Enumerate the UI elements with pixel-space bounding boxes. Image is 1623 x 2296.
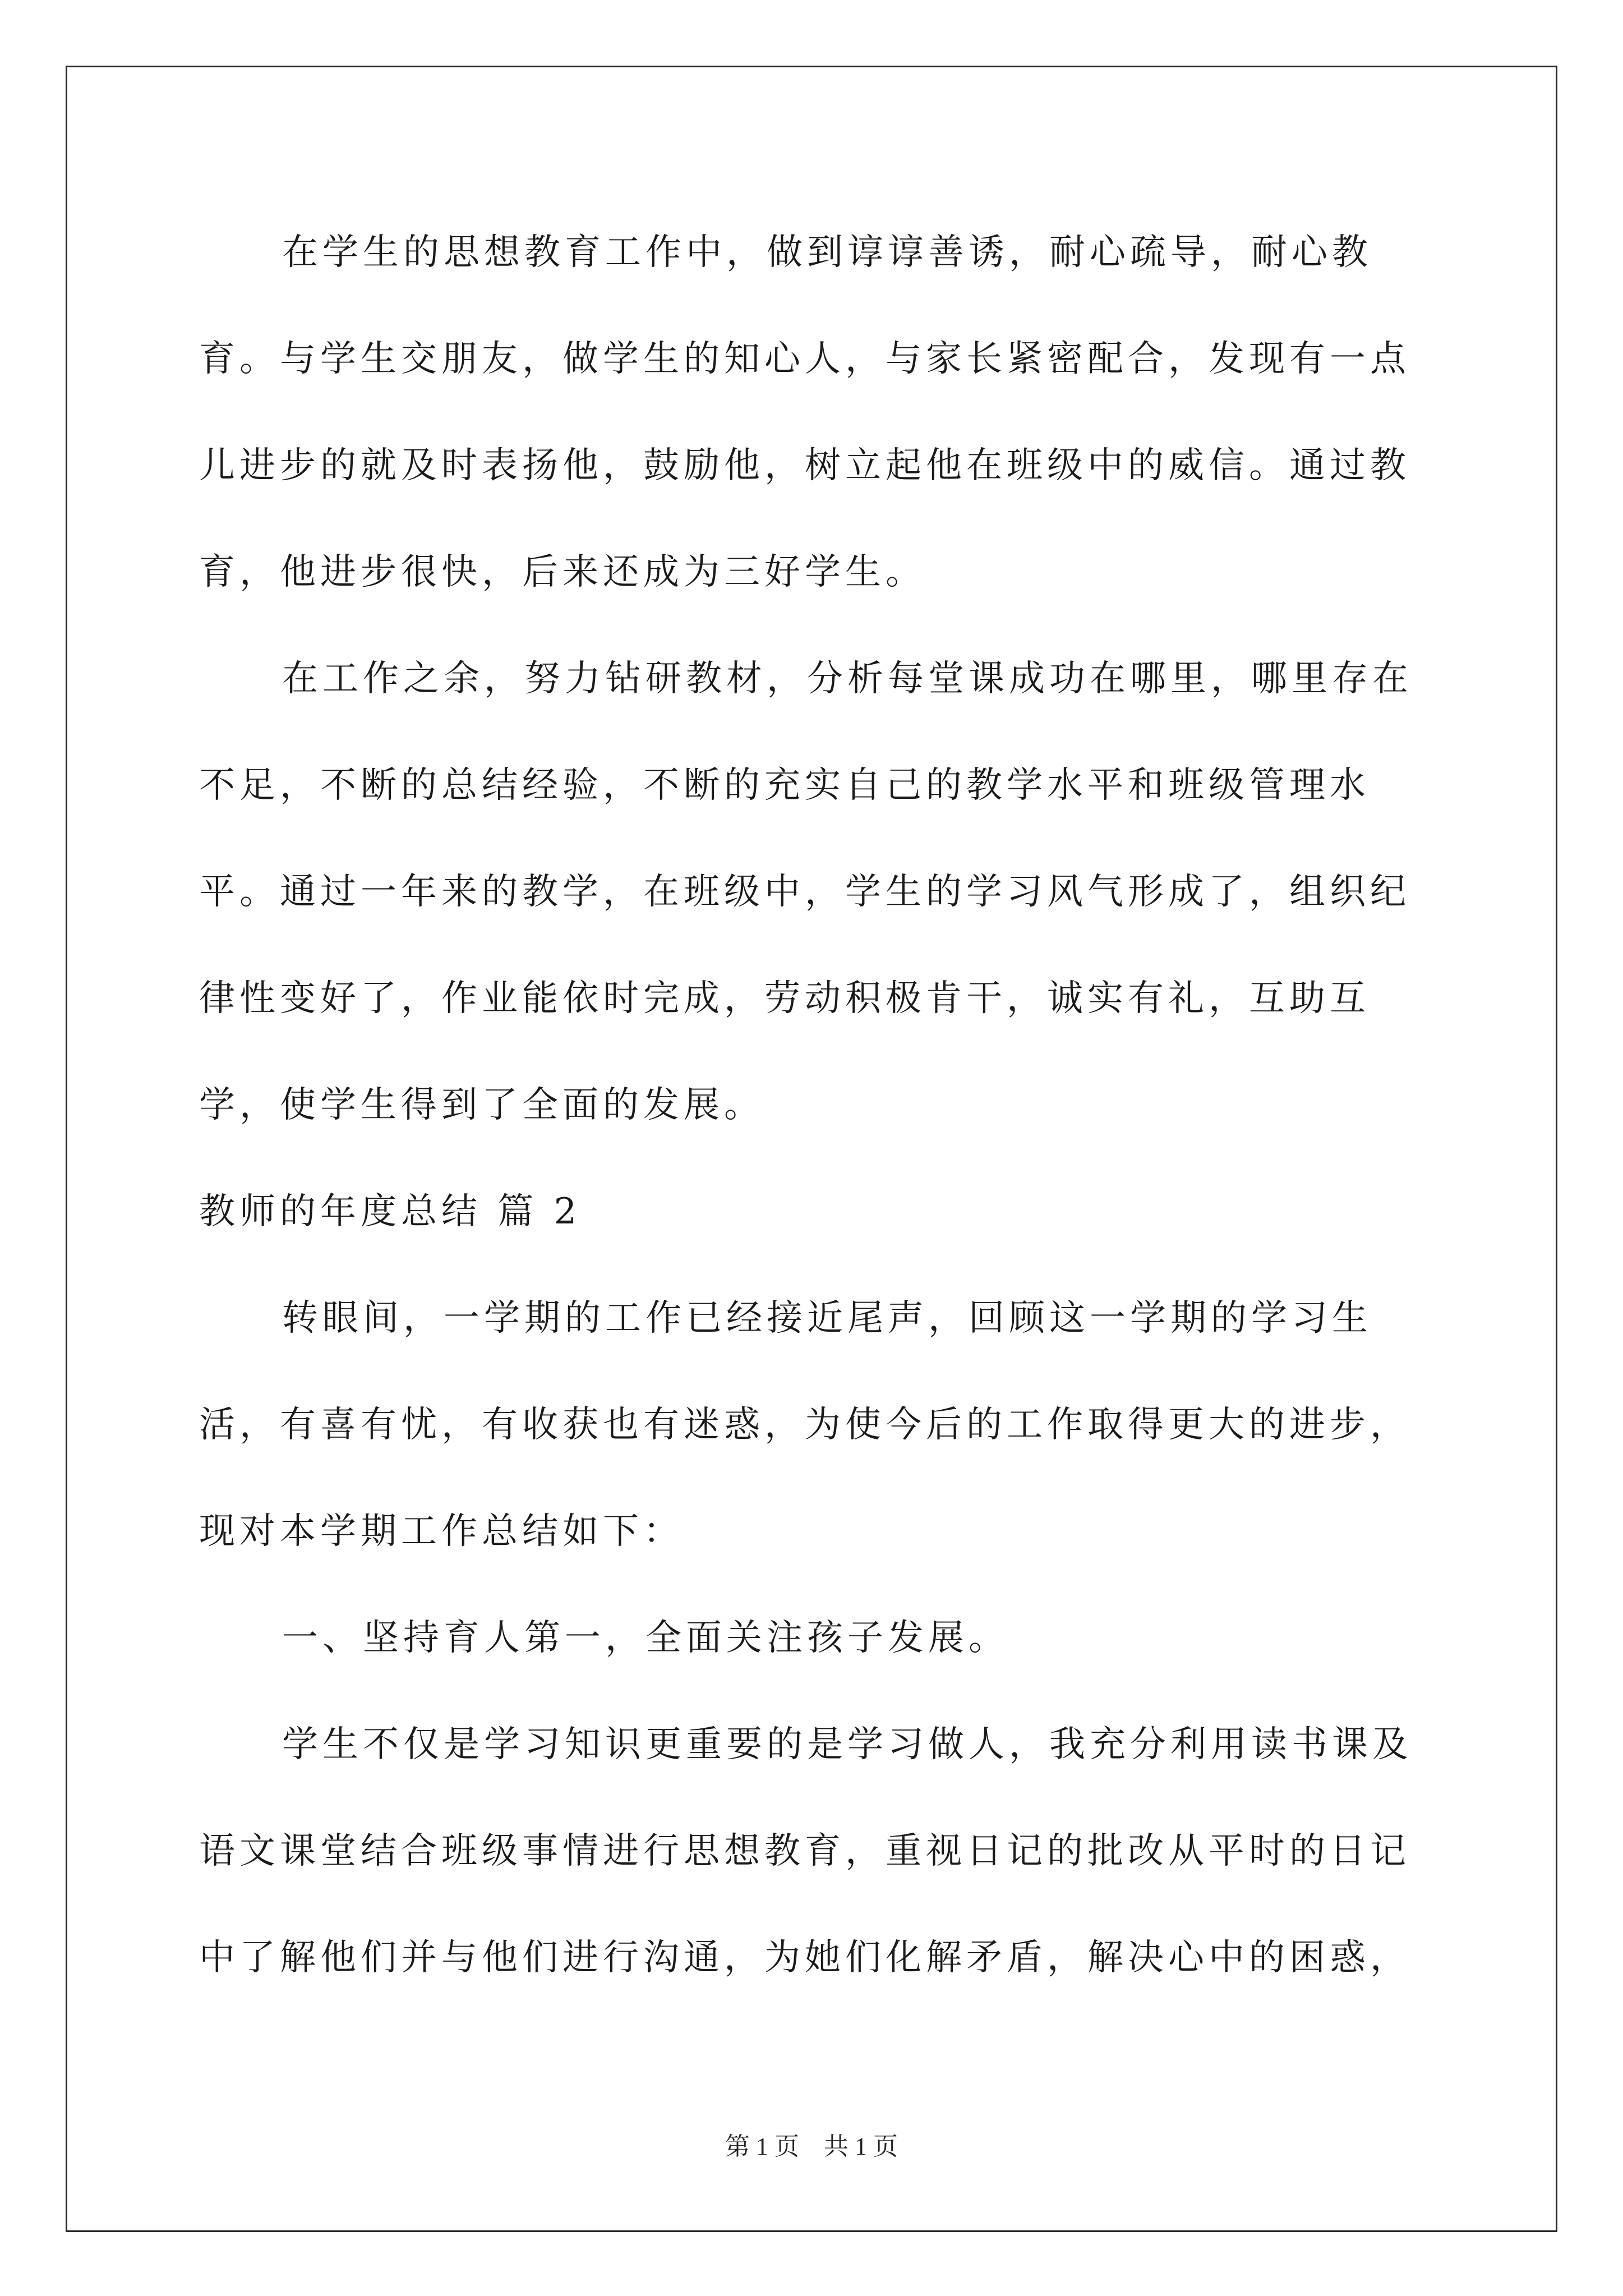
paragraph: 一、坚持育人第一，全面关注孩子发展。 (282, 1617, 1009, 1659)
paragraph: 转眼间，一学期的工作已经接近尾声，回顾这一学期的学习生活，有喜有忧，有收获也有迷惑，为使今后的工作取得更大的进步，现对本学期工作总结如下： (199, 1297, 1410, 1552)
paragraph: 学生不仅是学习知识更重要的是学习做人，我充分利用读书课及语文课堂结合班级事情进行思想教育，重视日记的批改从平时的日记中了解他们并与他们进行沟通，为她们化解矛盾，解决心中的困惑， (199, 1724, 1413, 1978)
page-number: 第 1 页 (725, 2133, 799, 2160)
document-body (199, 199, 1444, 2011)
paragraph: 在工作之余，努力钻研教材，分析每堂课成功在哪里，哪里存在不足，不断的总结经验，不断的充实自己的教学水平和班级管理水平。通过一年来的教学，在班级中，学生的学习风气形成了，组织纪律性变好了，作业能依时完成，劳动积极肯干，诚实有礼，互助互学，使学生得到了全面的发展。 (199, 658, 1413, 1126)
section-heading: 教师的年度总结 篇 2 (199, 1191, 582, 1232)
page-total: 共 1 页 (824, 2133, 898, 2160)
page-footer (0, 2126, 1623, 2162)
paragraph: 在学生的思想教育工作中，做到谆谆善诱，耐心疏导，耐心教育。与学生交朋友，做学生的知心人，与家长紧密配合，发现有一点儿进步的就及时表扬他，鼓励他，树立起他在班级中的威信。通过教育，他进步很快，后来还成为三好学生。 (199, 232, 1410, 593)
